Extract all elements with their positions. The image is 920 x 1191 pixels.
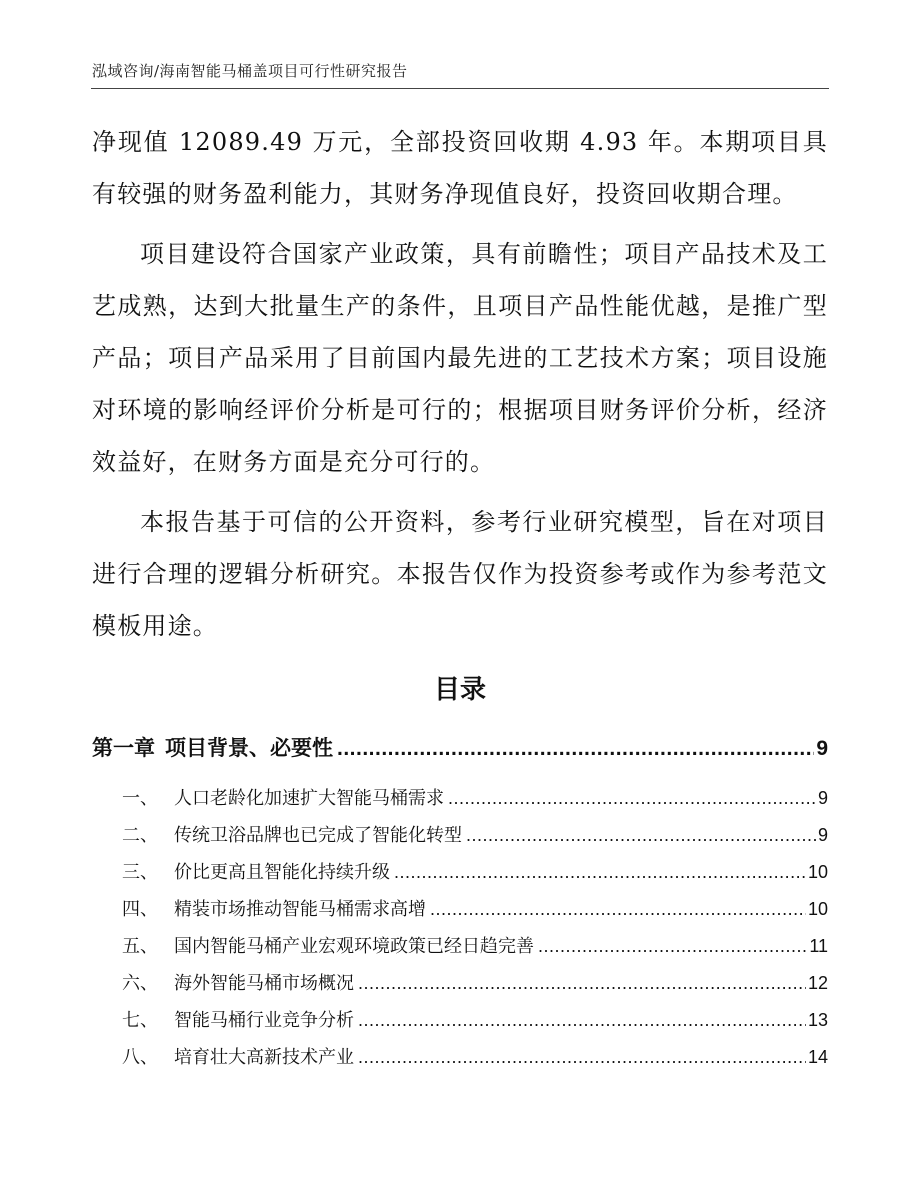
toc-leader-dots bbox=[466, 817, 816, 853]
toc-entry-number: 三、 bbox=[122, 862, 158, 883]
toc-entry-label: 国内智能马桶产业宏观环境政策已经日趋完善 bbox=[174, 936, 534, 957]
toc-entry-number: 一、 bbox=[122, 788, 158, 809]
toc-entry-section[interactable] bbox=[92, 965, 828, 1002]
toc-entry-label: 海外智能马桶市场概况 bbox=[174, 973, 354, 994]
toc-entry-chapter-1[interactable] bbox=[92, 730, 828, 780]
toc-leader-dots bbox=[538, 928, 807, 964]
toc-entry-section[interactable] bbox=[92, 780, 828, 817]
toc-entry-page: 9 bbox=[817, 825, 828, 845]
toc-entry-page: 12 bbox=[807, 973, 828, 993]
toc-entry-section[interactable] bbox=[92, 891, 828, 928]
toc-entry-page: 9 bbox=[816, 737, 828, 760]
toc-entry-section[interactable] bbox=[92, 817, 828, 854]
toc-entry-page: 10 bbox=[807, 899, 828, 919]
toc-entry-number: 五、 bbox=[122, 936, 158, 957]
toc-entry-label: 传统卫浴品牌也已完成了智能化转型 bbox=[174, 825, 462, 846]
toc-entry-number: 二、 bbox=[122, 825, 158, 846]
header-title: 泓域咨询/海南智能马桶盖项目可行性研究报告 bbox=[92, 62, 408, 80]
toc-entry-section[interactable] bbox=[92, 928, 828, 965]
toc-leader-dots bbox=[394, 854, 806, 890]
body-text bbox=[92, 116, 828, 652]
page-header bbox=[92, 60, 828, 82]
toc-entry-label: 精装市场推动智能马桶需求高增 bbox=[174, 899, 426, 920]
toc-entry-label: 价比更高且智能化持续升级 bbox=[174, 862, 390, 883]
toc-entry-number: 八、 bbox=[122, 1047, 158, 1068]
toc-entry-page: 10 bbox=[807, 862, 828, 882]
toc-entry-section[interactable] bbox=[92, 1039, 828, 1076]
toc-entry-label: 人口老龄化加速扩大智能马桶需求 bbox=[174, 788, 444, 809]
toc-entry-page: 13 bbox=[807, 1010, 828, 1030]
toc-entry-label: 培育壮大高新技术产业 bbox=[174, 1047, 354, 1068]
toc-entry-page: 9 bbox=[817, 788, 828, 808]
toc-entry-section[interactable] bbox=[92, 1002, 828, 1039]
toc-entry-section[interactable] bbox=[92, 854, 828, 891]
toc-entry-page: 11 bbox=[809, 936, 828, 956]
toc-leader-dots bbox=[358, 965, 806, 1001]
table-of-contents bbox=[92, 730, 828, 1076]
toc-entry-number: 七、 bbox=[122, 1010, 158, 1031]
paragraph: 项目建设符合国家产业政策，具有前瞻性；项目产品技术及工艺成熟，达到大批量生产的条件，且项目产品性能优越，是推广型产品；项目产品采用了目前国内最先进的工艺技术方案；项目设施对环境的影响经评价分析是可行的；根据项目财务评价分析，经济效益好，在财务方面是充分可行的。 bbox=[92, 240, 828, 476]
toc-entry-number: 六、 bbox=[122, 973, 158, 994]
toc-leader-dots bbox=[337, 731, 814, 767]
toc-entry-page: 14 bbox=[807, 1047, 828, 1067]
toc-entry-label: 项目背景、必要性 bbox=[165, 736, 333, 760]
toc-entry-label: 智能马桶行业竞争分析 bbox=[174, 1010, 354, 1031]
toc-leader-dots bbox=[358, 1002, 806, 1038]
header-divider bbox=[91, 88, 829, 89]
toc-title: 目录 bbox=[433, 675, 486, 705]
paragraph: 净现值 12089.49 万元，全部投资回收期 4.93 年。本期项目具有较强的财务盈利能力，其财务净现值良好，投资回收期合理。 bbox=[92, 128, 828, 208]
toc-entry-number: 第一章 bbox=[92, 736, 155, 760]
toc-leader-dots bbox=[358, 1039, 806, 1075]
paragraph: 本报告基于可信的公开资料，参考行业研究模型，旨在对项目进行合理的逻辑分析研究。本报告仅作为投资参考或作为参考范文模板用途。 bbox=[92, 508, 828, 640]
toc-leader-dots bbox=[430, 891, 806, 927]
toc-entry-number: 四、 bbox=[122, 899, 158, 920]
toc-leader-dots bbox=[448, 780, 816, 816]
